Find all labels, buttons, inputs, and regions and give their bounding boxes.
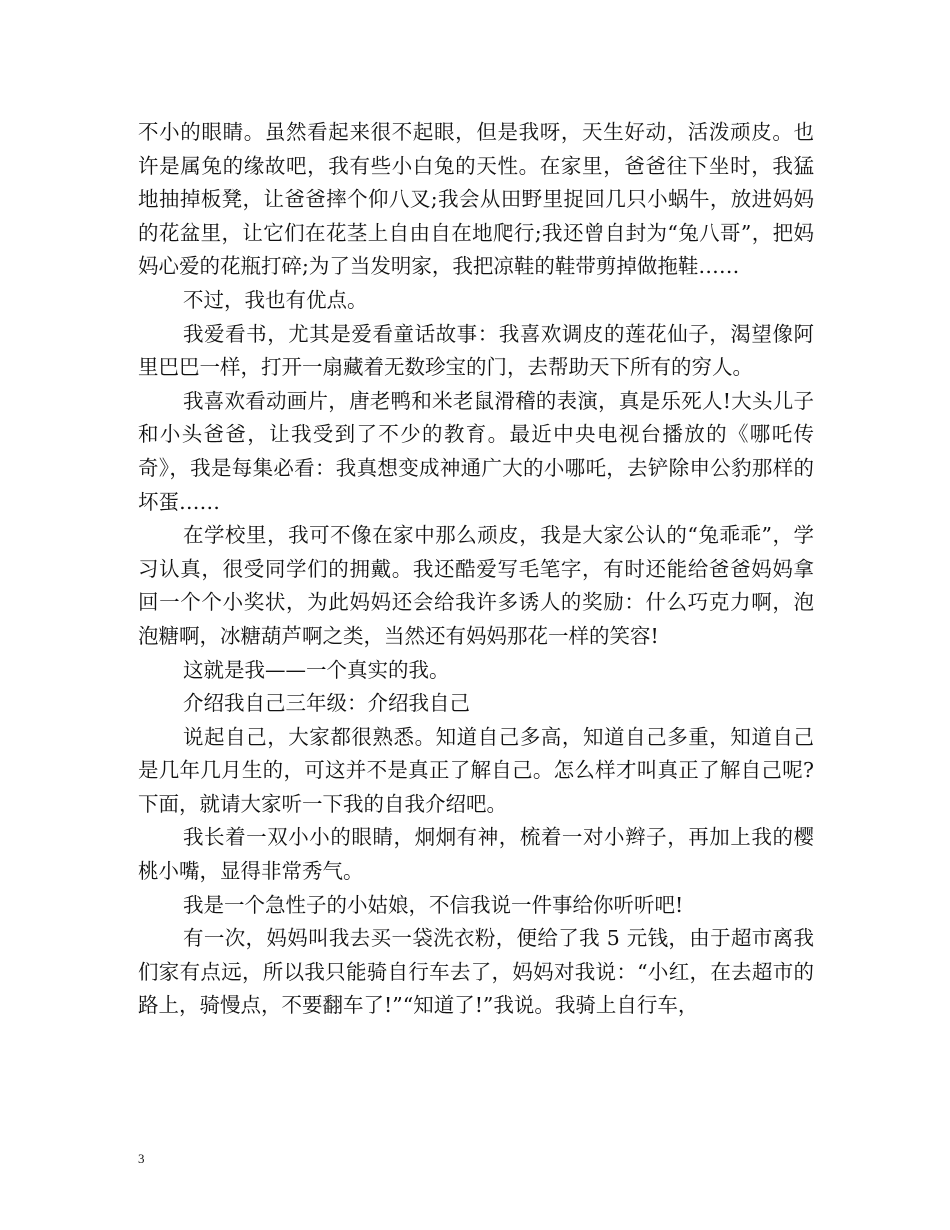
- paragraph: 说起自己，大家都很熟悉。知道自己多高，知道自己多重，知道自己是几年几月生的，可这并不是真正了解自己。怎么样才叫真正了解自己呢?下面，就请大家听一下我的自我介绍吧。: [138, 724, 814, 816]
- paragraph: 有一次，妈妈叫我去买一袋洗衣粉，便给了我 5 元钱，由于超市离我们家有点远，所以我只能骑自行车去了，妈妈对我说：“小红，在去超市的路上，骑慢点，不要翻车了!”“知道了!”我说。我骑上自行车，: [138, 926, 814, 1018]
- paragraph: 我爱看书，尤其是爱看童话故事：我喜欢调皮的莲花仙子，渴望像阿里巴巴一样，打开一扇藏着无数珍宝的门，去帮助天下所有的穷人。: [138, 321, 814, 380]
- paragraph: 这就是我——一个真实的我。: [183, 657, 450, 682]
- paragraph: 我喜欢看动画片，唐老鸭和米老鼠滑稽的表演，真是乐死人!大头儿子和小头爸爸，让我受到了不少的教育。最近中央电视台播放的《哪吒传奇》，我是每集必看：我真想变成神通广大的小哪吒，去铲除申公豹那样的坏蛋……: [138, 388, 814, 514]
- body-text: [138, 116, 814, 1023]
- paragraph: 不过，我也有优点。: [183, 287, 368, 312]
- paragraph: 在学校里，我可不像在家中那么顽皮，我是大家公认的“兔乖乖”，学习认真，很受同学们的拥戴。我还酷爱写毛笔字，有时还能给爸爸妈妈拿回一个个小奖状，为此妈妈还会给我许多诱人的奖励：什么巧克力啊，泡泡糖啊，冰糖葫芦啊之类，当然还有妈妈那花一样的笑容!: [138, 523, 814, 648]
- paragraph: 不小的眼睛。虽然看起来很不起眼，但是我呀，天生好动，活泼顽皮。也许是属兔的缘故吧，我有些小白兔的天性。在家里，爸爸往下坐时，我猛地抽掉板凳，让爸爸摔个仰八叉;我会从田野里捉回几只小蜗牛，放进妈妈的花盆里，让它们在花茎上自由自在地爬行;我还曾自封为“兔八哥”，把妈妈心爱的花瓶打碎;为了当发明家，我把凉鞋的鞋带剪掉做拖鞋……: [138, 120, 814, 279]
- section-heading: 介绍我自己三年级：介绍我自己: [183, 691, 470, 716]
- paragraph: 我长着一双小小的眼睛，炯炯有神，梳着一对小辫子，再加上我的樱桃小嘴，显得非常秀气。: [138, 825, 814, 884]
- paragraph: 我是一个急性子的小姑娘，不信我说一件事给你听听吧!: [183, 892, 684, 917]
- page-number: 3: [138, 1151, 145, 1166]
